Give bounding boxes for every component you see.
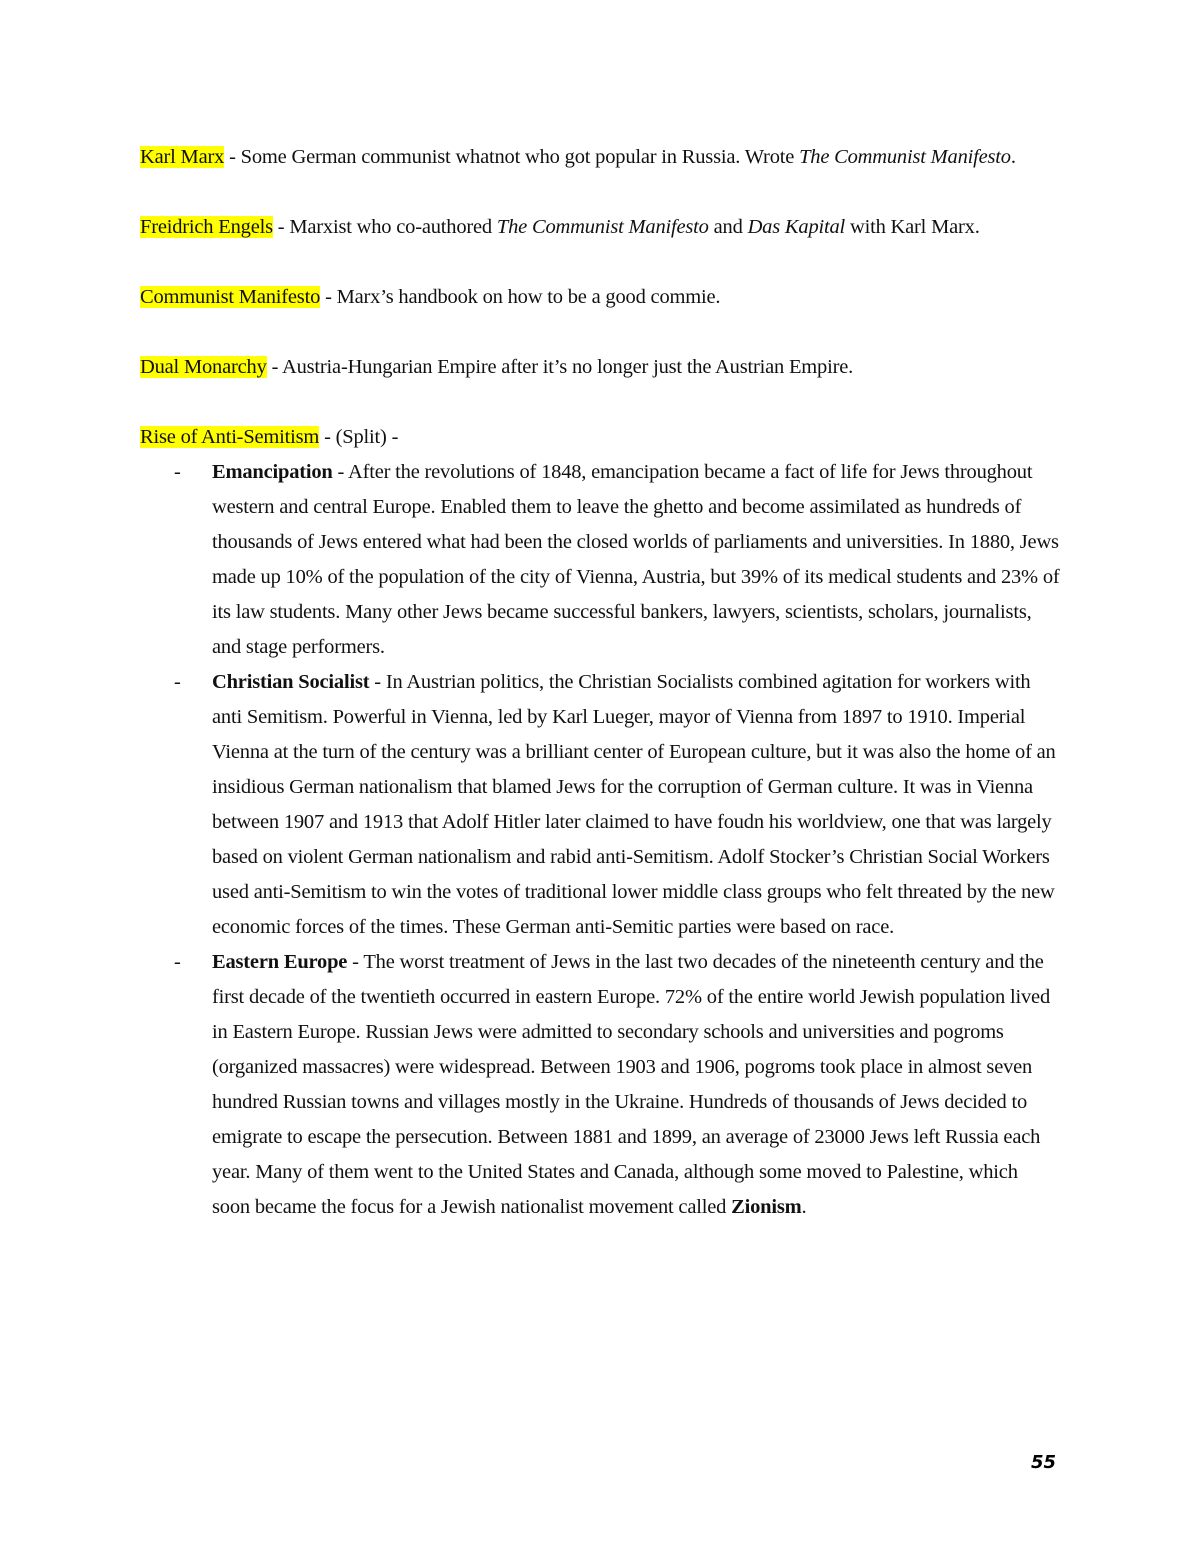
highlighted-term: Communist Manifesto [140, 286, 321, 308]
sub-text: In Austrian politics, the Christian Socialists combined agitation for workers with anti Semitism. Powerful in Vienna, led by Karl Lueger, mayor of Vienna from 1897 to 1910. Imperial Vienna at the turn of the century was a brilliant center of European culture, but it was also the home of an insidious German nationalism that blamed Jews for the corruption of German culture. It was in Vienna between 1907 and 1913 that Adolf Hitler later claimed to have foudn his worldview, one that was largely based on violent German nationalism and rabid anti-Semitism. Adolf Stocker’s Christian Social Workers used anti-Semitism to win the votes of traditional lower middle class groups who felt threated by the new economic forces of the times. These German anti-Semitic parties were based on race. [212, 671, 1056, 938]
highlighted-term: Dual Monarchy [140, 356, 267, 378]
dash-bullet: - [174, 951, 181, 973]
separator: - [224, 146, 241, 168]
bold-term-zionism: Zionism [731, 1196, 802, 1218]
sub-term: Eastern Europe [212, 951, 348, 973]
definition-text: Austria-Hungarian Empire after it’s no longer just the Austrian Empire. [282, 356, 854, 378]
entry-rise-of-anti-semitism [140, 420, 1060, 1225]
entry-paragraph [140, 210, 1060, 245]
dash-bullet: - [174, 461, 181, 483]
sub-term: Emancipation [212, 461, 333, 483]
italic-title: The Communist Manifesto [496, 216, 709, 238]
sub-text: After the revolutions of 1848, emancipation became a fact of life for Jews throughout western and central Europe. Enabled them to leave the ghetto and become assimilated as hundreds of thousands of Jews entered what had been the closed worlds of parliaments and universities. In 1880, Jews made up 10% of the population of the city of Vienna, Austria, but 39% of its medical students and 23% of its law students. Many other Jews became successful bankers, lawyers, scientists, scholars, journalists, and stage performers. [212, 461, 1060, 658]
entry-paragraph [140, 420, 1060, 455]
document-page [140, 140, 1060, 1260]
entry-communist-manifesto [140, 280, 1060, 315]
definition-text: with Karl Marx. [845, 216, 980, 238]
definition-text: Marx’s handbook on how to be a good commie. [336, 286, 721, 308]
separator: - [272, 216, 290, 238]
list-item-christian-socialist [140, 665, 1060, 945]
separator: - [369, 671, 386, 693]
highlighted-term: Karl Marx [140, 146, 225, 168]
list-item-emancipation [140, 455, 1060, 665]
definition-text: - (Split) - [319, 426, 399, 448]
entry-karl-marx [140, 140, 1060, 175]
italic-title: Das Kapital [747, 216, 846, 238]
entry-paragraph [140, 280, 1060, 315]
definition-text: Some German communist whatnot who got popular in Russia. Wrote [240, 146, 800, 168]
highlighted-term: Rise of Anti-Semitism [140, 426, 320, 448]
highlighted-term: Freidrich Engels [140, 216, 273, 238]
separator: - [320, 286, 337, 308]
definition-text: Marxist who co-authored [289, 216, 497, 238]
dash-bullet: - [174, 671, 181, 693]
entry-freidrich-engels [140, 210, 1060, 245]
sub-topic-list [140, 455, 1060, 1225]
separator: - [347, 951, 364, 973]
entry-paragraph [140, 350, 1060, 385]
page-number: 55 [1030, 1452, 1056, 1473]
sub-text: The worst treatment of Jews in the last two decades of the nineteenth century and the first decade of the twentieth occurred in eastern Europe. 72% of the entire world Jewish population lived in Eastern Europe. Russian Jews were admitted to secondary schools and universities and pogroms (organized massacres) were widespread. Between 1903 and 1906, pogroms took place in almost seven hundred Russian towns and villages mostly in the Ukraine. Hundreds of thousands of Jews decided to emigrate to escape the persecution. Between 1881 and 1899, an average of 23000 Jews left Russia each year. Many of them went to the United States and Canada, although some moved to Palestine, which soon became the focus for a Jewish nationalist movement called [212, 951, 1051, 1218]
list-item-eastern-europe [140, 945, 1060, 1225]
definition-text: and [708, 216, 748, 238]
separator: - [266, 356, 282, 378]
separator: - [332, 461, 348, 483]
definition-text: . [1010, 146, 1016, 168]
italic-title: The Communist Manifesto [799, 146, 1011, 168]
sub-term: Christian Socialist [212, 671, 370, 693]
entry-paragraph [140, 140, 1060, 175]
entry-dual-monarchy [140, 350, 1060, 385]
sub-text-end: . [801, 1196, 807, 1218]
